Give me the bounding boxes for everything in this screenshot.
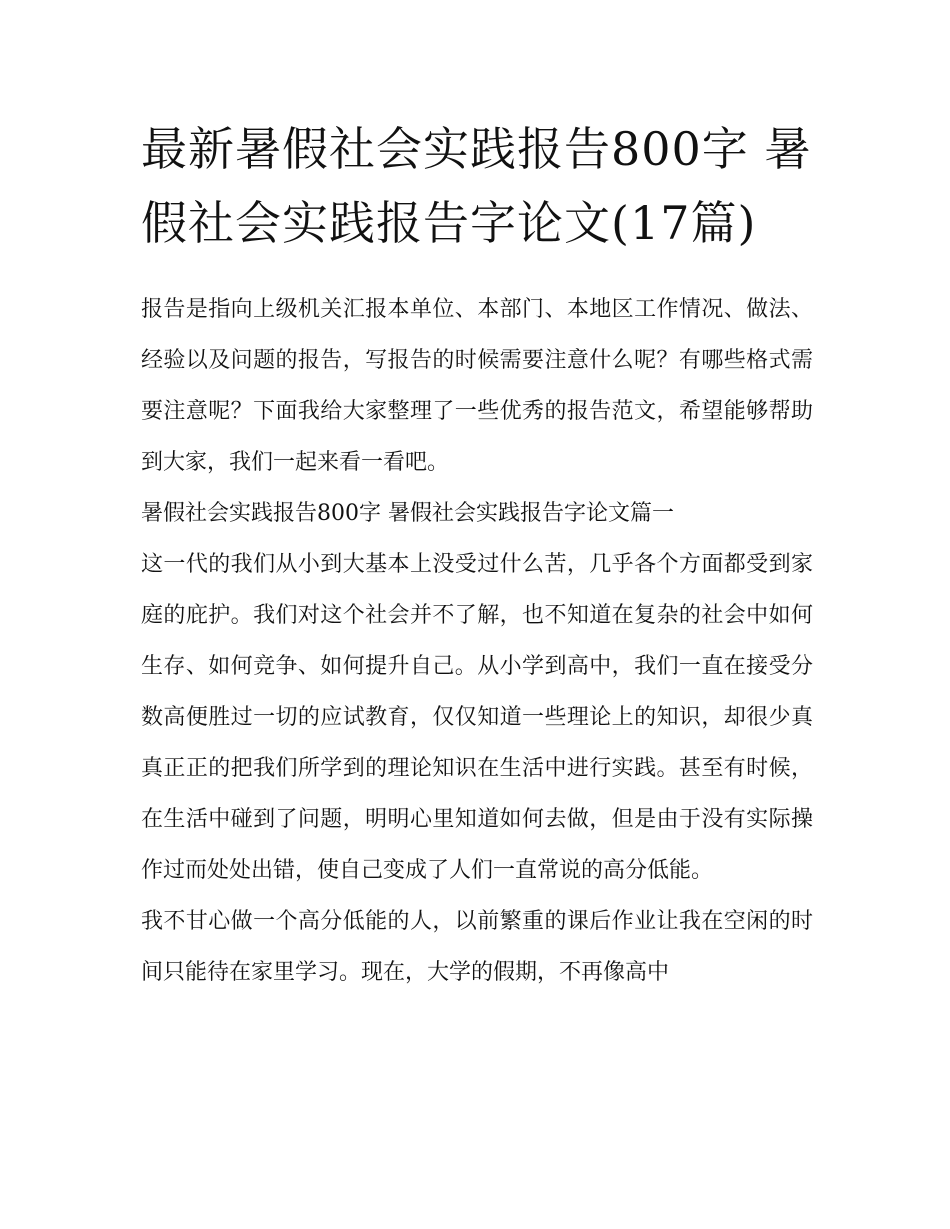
section-heading: 暑假社会实践报告800字 暑假社会实践报告字论文篇一 [141,501,674,526]
intro-paragraph: 报告是指向上级机关汇报本单位、本部门、本地区工作情况、做法、经验以及问题的报告，写报告的时候需要注意什么呢？有哪些格式需要注意呢？下面我给大家整理了一些优秀的报告范文，希望能够帮助到大家，我们一起来看一看吧。 [141,297,813,475]
document-body [141,112,813,998]
body-paragraph-2: 我不甘心做一个高分低能的人，以前繁重的课后作业让我在空闲的时间只能待在家里学习。现在，大学的假期，不再像高中 [141,909,813,985]
body-paragraph-1: 这一代的我们从小到大基本上没受过什么苦，几乎各个方面都受到家庭的庇护。我们对这个社会并不了解，也不知道在复杂的社会中如何生存、如何竞争、如何提升自己。从小学到高中，我们一直在接受分数高便胜过一切的应试教育，仅仅知道一些理论上的知识，却很少真真正正的把我们所学到的理论知识在生活中进行实践。甚至有时候，在生活中碰到了问题，明明心里知道如何去做，但是由于没有实际操作过而处处出错，使自己变成了人们一直常说的高分低能。 [141,552,813,883]
document-title: 最新暑假社会实践报告800字 暑假社会实践报告字论文(17篇) [141,122,812,250]
